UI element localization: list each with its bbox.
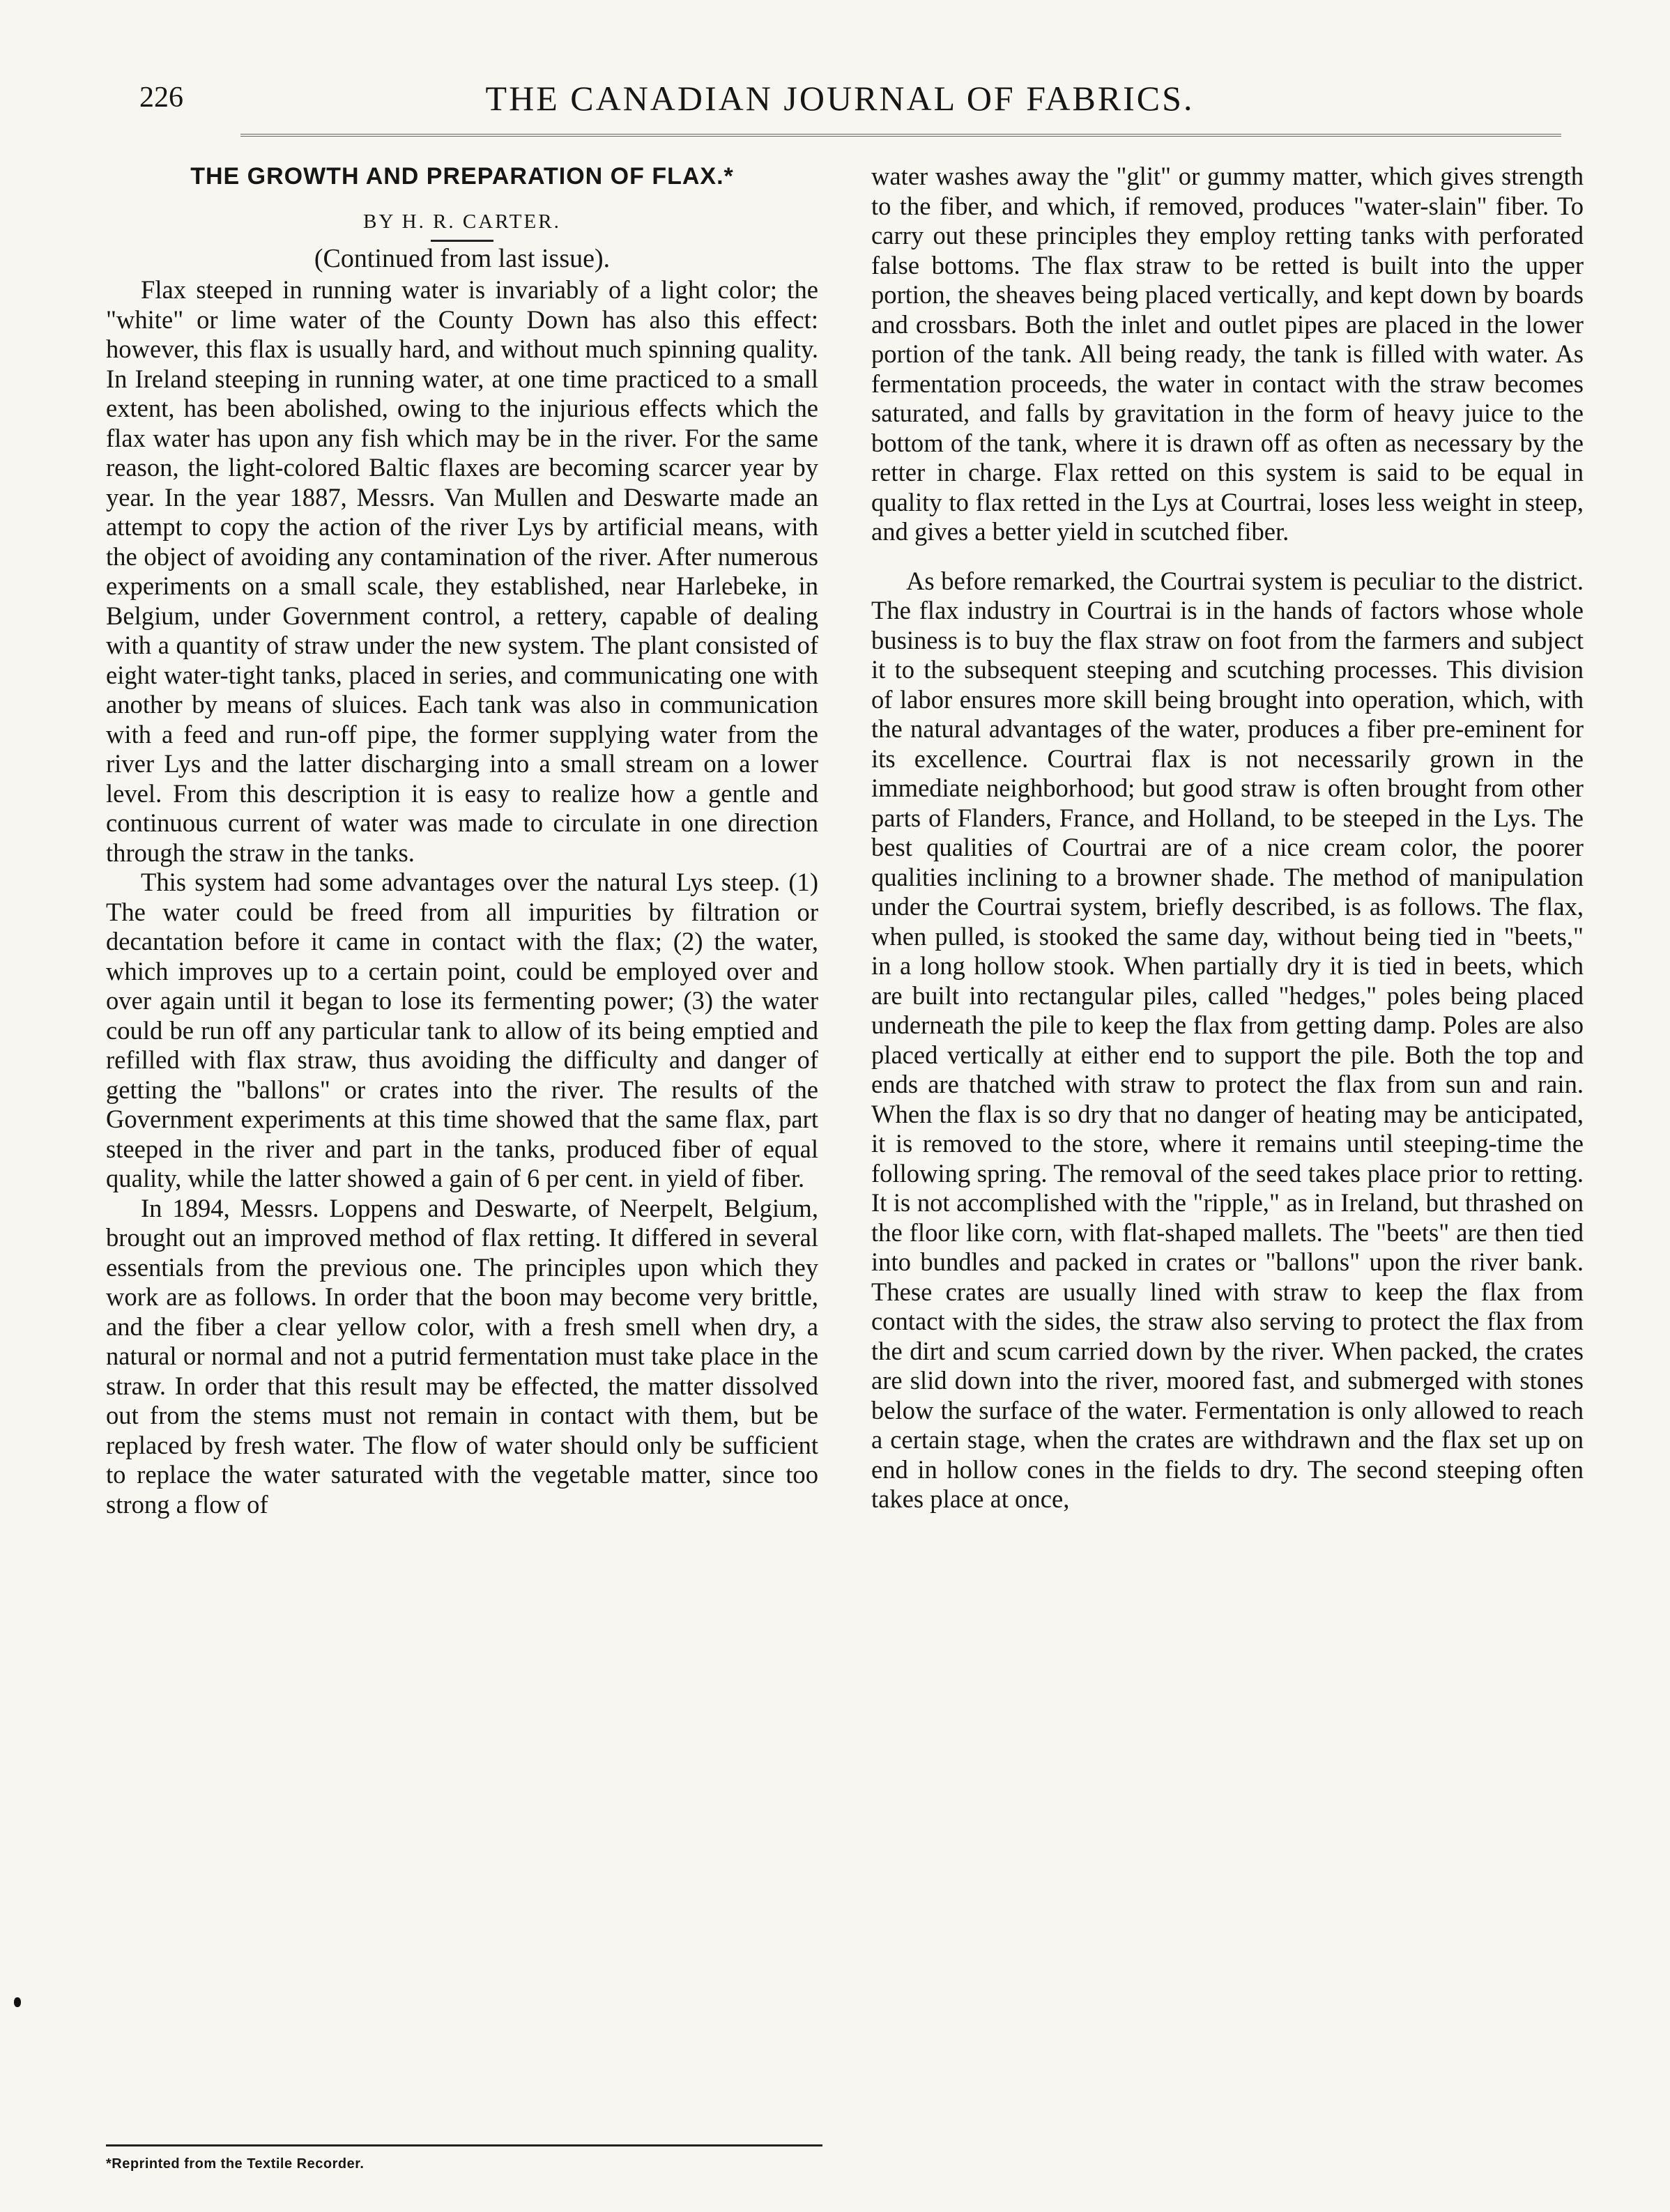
right-column [871, 162, 1584, 1514]
margin-ink-mark [14, 1997, 21, 2007]
paragraph: Flax steeped in running water is invariably of a light color; the "white" or lime water of the County Down has also this effect: however, this flax is usually hard, and without much spinning quality. In Ireland steeping in running water, at one time practiced to a small extent, has been abolished, owing to the injurious effects which the flax water has upon any fish which may be in the river. For the same reason, the light-colored Baltic flaxes are becoming scarcer year by year. In the year 1887, Messrs. Van Mullen and Deswarte made an attempt to copy the action of the river Lys by artificial means, with the object of avoiding any contamination of the river. After numerous experiments on a small scale, they established, near Harlebeke, in Belgium, under Government control, a rettery, capable of dealing with a quantity of straw under the new system. The plant consisted of eight water-tight tanks, placed in series, and communicating one with another by means of sluices. Each tank was also in communication with a feed and run-off pipe, the former supplying water from the river Lys and the latter discharging into a small stream on a lower level. From this description it is easy to realize how a gentle and continuous current of water was made to circulate in one direction through the straw in the tanks. [106, 275, 818, 867]
footnote-rule [106, 2144, 822, 2146]
paragraph: This system had some advantages over the natural Lys steep. (1) The water could be freed from all impurities by filtration or decantation before it came in contact with the flax; (2) the water, which improves up to a certain point, could be employed over and over again until it began to lose its fermenting power; (3) the water could be run off any particular tank to allow of its being emptied and refilled with flax straw, thus avoiding the difficulty and danger of getting the "ballons" or crates into the river. The results of the Government experiments at this time showed that the same flax, part steeped in the river and part in the tanks, produced fiber of equal quality, while the latter showed a gain of 6 per cent. in yield of fiber. [106, 868, 818, 1192]
footnote: *Reprinted from the Textile Recorder. [106, 2156, 365, 2172]
article-title: THE GROWTH AND PREPARATION OF FLAX.* [190, 163, 734, 190]
continued-note: (Continued from last issue). [314, 244, 611, 273]
header-rule [240, 134, 1561, 137]
byline: BY H. R. CARTER. [363, 210, 561, 233]
journal-title: THE CANADIAN JOURNAL OF FABRICS. [485, 79, 1195, 118]
page-number: 226 [139, 82, 183, 114]
left-column [106, 162, 818, 1519]
byline-rule [431, 240, 493, 242]
paragraph: water washes away the "glit" or gummy matter, which gives strength to the fiber, and which, if removed, produces "water-slain" fiber. To carry out these principles they employ retting tanks with perforated false bottoms. The flax straw to be retted is built into the upper portion, the sheaves being placed vertically, and kept down by boards and crossbars. Both the inlet and outlet pipes are placed in the lower portion of the tank. All being ready, the tank is filled with water. As fermentation proceeds, the water in contact with the straw becomes saturated, and falls by gravitation in the form of heavy juice to the bottom of the tank, where it is drawn off as often as necessary by the retter in charge. Flax retted on this system is said to be equal in quality to flax retted in the Lys at Courtrai, loses less weight in steep, and gives a better yield in scutched fiber. [871, 162, 1584, 546]
paragraph: In 1894, Messrs. Loppens and Deswarte, of Neerpelt, Belgium, brought out an improved method of flax retting. It differed in several essentials from the previous one. The principles upon which they work are as follows. In order that the boon may become very brittle, and the fiber a clear yellow color, with a fresh smell when dry, a natural or normal and not a putrid fermentation must take place in the straw. In order that this result may be effected, the matter dissolved out from the stems must not remain in contact with them, but be replaced by fresh water. The flow of water should only be sufficient to replace the water saturated with the vegetable matter, since too strong a flow of [106, 1193, 818, 1519]
paragraph: As before remarked, the Courtrai system is peculiar to the district. The flax industry in Courtrai is in the hands of factors whose whole business is to buy the flax straw on foot from the farmers and subject it to the subsequent steeping and scutching processes. This division of labor ensures more skill being brought into operation, which, with the natural advantages of the water, produces a fiber pre-eminent for its excellence. Courtrai flax is not necessarily grown in the immediate neighborhood; but good straw is often brought from other parts of Flanders, France, and Holland, to be steeped in the Lys. The best qualities of Courtrai are of a nice cream color, the poorer qualities inclining to a browner shade. The method of manipulation under the Courtrai system, briefly described, is as follows. The flax, when pulled, is stooked the same day, without being tied in "beets," in a long hollow stook. When partially dry it is tied in beets, which are built into rectangular piles, called "hedges," poles being placed underneath the pile to keep the flax from getting damp. Poles are also placed vertically at either end to support the pile. Both the top and ends are thatched with straw to protect the flax from sun and rain. When the flax is so dry that no danger of heating may be anticipated, it is removed to the store, where it remains until steeping-time the following spring. The removal of the seed takes place prior to retting. It is not accomplished with the "ripple," as in Ireland, but thrashed on the floor like corn, with flat-shaped mallets. The "beets" are then tied into bundles and packed in crates or "ballons" upon the river bank. These crates are usually lined with straw to keep the flax from contact with the sides, the straw also serving to protect the flax from the dirt and scum carried down by the river. When packed, the crates are slid down into the river, moored fast, and submerged with stones below the surface of the water. Fermentation is only allowed to reach a certain stage, when the crates are withdrawn and the flax set up on end in hollow cones in the fields to dry. The second steeping often takes place at once, [871, 566, 1584, 1513]
running-header [105, 78, 1575, 127]
